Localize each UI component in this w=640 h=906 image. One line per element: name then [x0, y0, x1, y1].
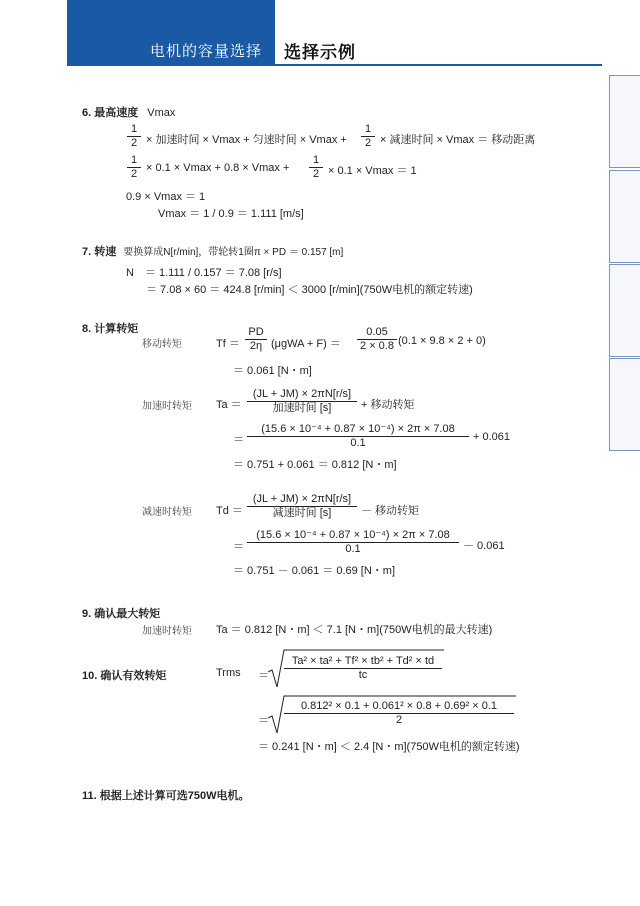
side-tab-3[interactable]: [609, 264, 640, 357]
side-tab-4[interactable]: [609, 358, 640, 451]
numerator: (15.6 × 10⁻⁴ + 0.87 × 10⁻⁴) × 2π × 7.08: [247, 529, 459, 543]
s6-l3: 0.9 × Vmax ＝ 1: [126, 191, 206, 203]
s10-heading: 10. 确认有效转矩: [82, 670, 167, 682]
header-rule: [67, 64, 602, 66]
s6-heading: 6. 最高速度: [82, 107, 139, 119]
s6-l2-frac1: [127, 154, 141, 181]
denominator: 2: [364, 137, 372, 149]
s8-move-frac1: [245, 326, 267, 353]
s6-l1-text2: × 减速时间 × Vmax ＝ 移动距离: [380, 134, 536, 146]
numerator: 0.812² × 0.1 + 0.061² × 0.8 + 0.69² × 0.1: [284, 700, 514, 714]
s8-dec-tail: － 移动转矩: [361, 505, 420, 517]
equals-sign: ＝: [258, 715, 269, 727]
side-tab-1[interactable]: [609, 75, 640, 168]
denominator: 2η: [249, 340, 263, 352]
s7-l1: N ＝ 1.111 / 0.157 ＝ 7.08 [r/s]: [126, 267, 282, 279]
s7-l2: ＝ 7.08 × 60 ＝ 424.8 [r/min] ＜ 3000 [r/min](750W电机的额定转速): [146, 284, 473, 296]
equals-sign: ＝: [233, 434, 244, 446]
s10-lhs: Trms: [216, 667, 241, 679]
s8-move-label: 移动转矩: [142, 339, 182, 350]
s7-desc: 要换算成N[r/min]，带轮转1圈π × PD ＝ 0.157 [m]: [123, 247, 344, 258]
s11-conclusion: 11. 根据上述计算可选750W电机。: [82, 790, 250, 802]
denominator: 2: [395, 714, 403, 726]
denominator: 2: [312, 168, 320, 180]
denominator: 加速时间 [s]: [272, 402, 332, 414]
s8-move-result: ＝ 0.061 [N・m]: [233, 365, 312, 377]
s10-result: ＝ 0.241 [N・m] ＜ 2.4 [N・m](750W电机的额定转速): [258, 741, 520, 753]
denominator: tc: [358, 669, 368, 681]
s8-acc-frac2: [247, 423, 469, 450]
s6-l1-frac1: [127, 123, 141, 150]
numerator: (15.6 × 10⁻⁴ + 0.87 × 10⁻⁴) × 2π × 7.08: [247, 423, 469, 437]
s8-move-tail: (0.1 × 9.8 × 2 + 0): [398, 335, 486, 347]
s7-heading-row: [82, 243, 343, 259]
denominator: 2: [130, 168, 138, 180]
s8-move-lhs: Tf ＝: [216, 338, 240, 350]
equals-sign: ＝: [258, 670, 269, 682]
s10-frac2: [284, 700, 514, 727]
numerator: 1: [361, 123, 375, 137]
s8-heading: 8. 计算转矩: [82, 323, 139, 335]
s6-l1-text1: × 加速时间 × Vmax + 匀速时间 × Vmax +: [146, 134, 347, 146]
numerator: (JL + JM) × 2πN[r/s]: [247, 388, 357, 402]
s8-dec-result: ＝ 0.751 － 0.061 ＝ 0.69 [N・m]: [233, 565, 396, 577]
s9-label: 加速时转矩: [142, 626, 192, 637]
s8-dec-lhs: Td ＝: [216, 505, 243, 517]
s8-dec-label: 减速时转矩: [142, 507, 192, 518]
denominator: 减速时间 [s]: [272, 507, 332, 519]
s8-acc-result: ＝ 0.751 + 0.061 ＝ 0.812 [N・m]: [233, 459, 397, 471]
numerator: 1: [127, 123, 141, 137]
s8-move-frac2: [357, 326, 397, 353]
side-tab-2[interactable]: [609, 170, 640, 263]
s6-l2-text2: × 0.1 × Vmax ＝ 1: [328, 165, 417, 177]
s6-heading-var: Vmax: [147, 107, 176, 119]
equals-sign: ＝: [233, 541, 244, 553]
numerator: 0.05: [357, 326, 397, 340]
denominator: 2: [130, 137, 138, 149]
s8-acc-lhs: Ta ＝: [216, 399, 242, 411]
s7-heading: 7. 转速: [82, 246, 117, 258]
s9-heading: 9. 确认最大转矩: [82, 608, 161, 620]
s8-acc-tail: + 移动转矩: [361, 399, 415, 411]
s9-eq: Ta ＝ 0.812 [N・m] ＜ 7.1 [N・m](750W电机的最大转速): [216, 624, 493, 636]
numerator: PD: [245, 326, 267, 340]
s6-heading-row: [82, 104, 175, 120]
s8-acc-eq2-tail: + 0.061: [473, 431, 511, 443]
s6-l2-text1: × 0.1 × Vmax + 0.8 × Vmax +: [146, 162, 290, 174]
denominator: 0.1: [350, 437, 366, 449]
page-title: 选择示例: [284, 43, 356, 62]
s8-dec-frac1: [247, 493, 357, 520]
section-title: 电机的容量选择: [150, 43, 263, 60]
denominator: 0.1: [345, 543, 361, 555]
numerator: (JL + JM) × 2πN[r/s]: [247, 493, 357, 507]
numerator: 1: [309, 154, 323, 168]
s6-l1-frac2: [361, 123, 375, 150]
s10-frac1: [284, 655, 442, 682]
s8-acc-label: 加速时转矩: [142, 401, 192, 412]
s6-l2-frac2: [309, 154, 323, 181]
numerator: Ta² × ta² + Tf² × tb² + Td² × td: [284, 655, 442, 669]
s8-dec-eq2-tail: － 0.061: [463, 540, 505, 552]
s8-dec-frac2: [247, 529, 459, 556]
denominator: 2 × 0.8: [360, 340, 394, 352]
s6-l4: Vmax ＝ 1 / 0.9 ＝ 1.111 [m/s]: [158, 208, 304, 220]
s8-move-mid: (μgWA + F) ＝: [271, 338, 341, 350]
s8-acc-frac1: [247, 388, 357, 415]
numerator: 1: [127, 154, 141, 168]
